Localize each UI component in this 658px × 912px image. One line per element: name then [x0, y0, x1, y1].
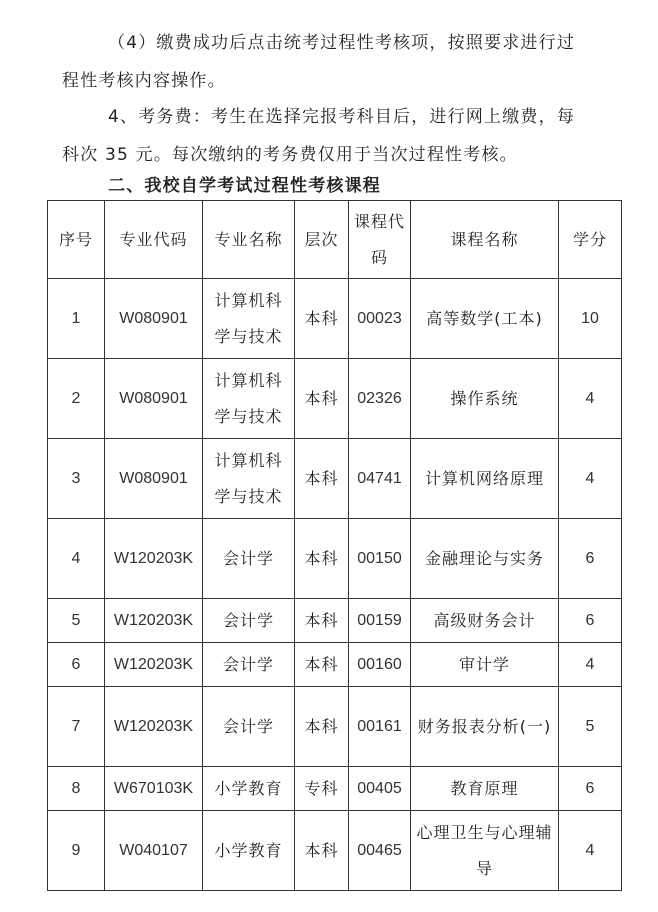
cell-course-name: 高等数学(工本) [411, 279, 559, 359]
cell-major-code: W120203K [105, 519, 203, 599]
section-heading: 二、我校自学考试过程性考核课程 [108, 176, 381, 196]
cell-index: 4 [48, 519, 105, 599]
cell-course-code: 00405 [349, 767, 411, 811]
header-course-name: 课程名称 [411, 201, 559, 279]
paragraph-line: 科次 35 元。每次缴纳的考务费仅用于当次过程性考核。 [62, 145, 518, 165]
cell-major-name: 计算机科学与技术 [203, 359, 295, 439]
cell-level: 本科 [295, 279, 349, 359]
cell-course-name: 教育原理 [411, 767, 559, 811]
cell-index: 8 [48, 767, 105, 811]
cell-level: 本科 [295, 811, 349, 891]
cell-level: 本科 [295, 519, 349, 599]
cell-index: 6 [48, 643, 105, 687]
cell-course-code: 00150 [349, 519, 411, 599]
cell-credits: 6 [559, 519, 622, 599]
cell-major-name: 会计学 [203, 643, 295, 687]
cell-index: 3 [48, 439, 105, 519]
course-table [47, 200, 622, 891]
header-level: 层次 [295, 201, 349, 279]
table-row [48, 643, 622, 687]
cell-course-code: 00161 [349, 687, 411, 767]
cell-major-name: 会计学 [203, 687, 295, 767]
cell-major-code: W040107 [105, 811, 203, 891]
cell-index: 1 [48, 279, 105, 359]
table-row [48, 599, 622, 643]
cell-level: 本科 [295, 359, 349, 439]
cell-course-name: 金融理论与实务 [411, 519, 559, 599]
cell-major-code: W670103K [105, 767, 203, 811]
header-course-code: 课程代码 [349, 201, 411, 279]
cell-course-code: 02326 [349, 359, 411, 439]
cell-major-code: W120203K [105, 599, 203, 643]
cell-major-name: 小学教育 [203, 811, 295, 891]
cell-major-name: 会计学 [203, 519, 295, 599]
cell-major-name: 小学教育 [203, 767, 295, 811]
paragraph-line: （4）缴费成功后点击统考过程性考核项，按照要求进行过 [108, 33, 576, 53]
header-index: 序号 [48, 201, 105, 279]
table-header-row [48, 201, 622, 279]
cell-credits: 4 [559, 359, 622, 439]
cell-course-code: 00465 [349, 811, 411, 891]
cell-credits: 6 [559, 599, 622, 643]
cell-level: 本科 [295, 599, 349, 643]
cell-course-name: 心理卫生与心理辅导 [411, 811, 559, 891]
paragraph-line: 4、考务费：考生在选择完报考科目后，进行网上缴费，每 [108, 107, 576, 127]
cell-major-code: W080901 [105, 359, 203, 439]
paragraph-line: 程性考核内容操作。 [62, 71, 226, 91]
table-row [48, 811, 622, 891]
cell-credits: 5 [559, 687, 622, 767]
cell-course-name: 操作系统 [411, 359, 559, 439]
cell-major-name: 计算机科学与技术 [203, 439, 295, 519]
cell-index: 7 [48, 687, 105, 767]
cell-course-name: 财务报表分析(一) [411, 687, 559, 767]
cell-course-name: 审计学 [411, 643, 559, 687]
table-row [48, 359, 622, 439]
header-major-name: 专业名称 [203, 201, 295, 279]
exam-fee-paragraph [62, 98, 618, 174]
table-row [48, 279, 622, 359]
cell-index: 5 [48, 599, 105, 643]
cell-major-code: W120203K [105, 643, 203, 687]
cell-course-code: 04741 [349, 439, 411, 519]
cell-major-code: W080901 [105, 439, 203, 519]
table-row [48, 439, 622, 519]
cell-credits: 6 [559, 767, 622, 811]
cell-major-code: W120203K [105, 687, 203, 767]
cell-credits: 4 [559, 643, 622, 687]
header-credits: 学分 [559, 201, 622, 279]
cell-course-name: 计算机网络原理 [411, 439, 559, 519]
cell-level: 本科 [295, 687, 349, 767]
table-row [48, 767, 622, 811]
cell-course-code: 00159 [349, 599, 411, 643]
cell-major-code: W080901 [105, 279, 203, 359]
cell-index: 9 [48, 811, 105, 891]
cell-credits: 4 [559, 439, 622, 519]
cell-major-name: 会计学 [203, 599, 295, 643]
cell-credits: 4 [559, 811, 622, 891]
table-row [48, 519, 622, 599]
table-row [48, 687, 622, 767]
payment-step-paragraph [62, 24, 618, 100]
cell-level: 专科 [295, 767, 349, 811]
cell-credits: 10 [559, 279, 622, 359]
cell-course-name: 高级财务会计 [411, 599, 559, 643]
header-major-code: 专业代码 [105, 201, 203, 279]
cell-level: 本科 [295, 643, 349, 687]
cell-major-name: 计算机科学与技术 [203, 279, 295, 359]
cell-course-code: 00160 [349, 643, 411, 687]
cell-level: 本科 [295, 439, 349, 519]
cell-index: 2 [48, 359, 105, 439]
cell-course-code: 00023 [349, 279, 411, 359]
